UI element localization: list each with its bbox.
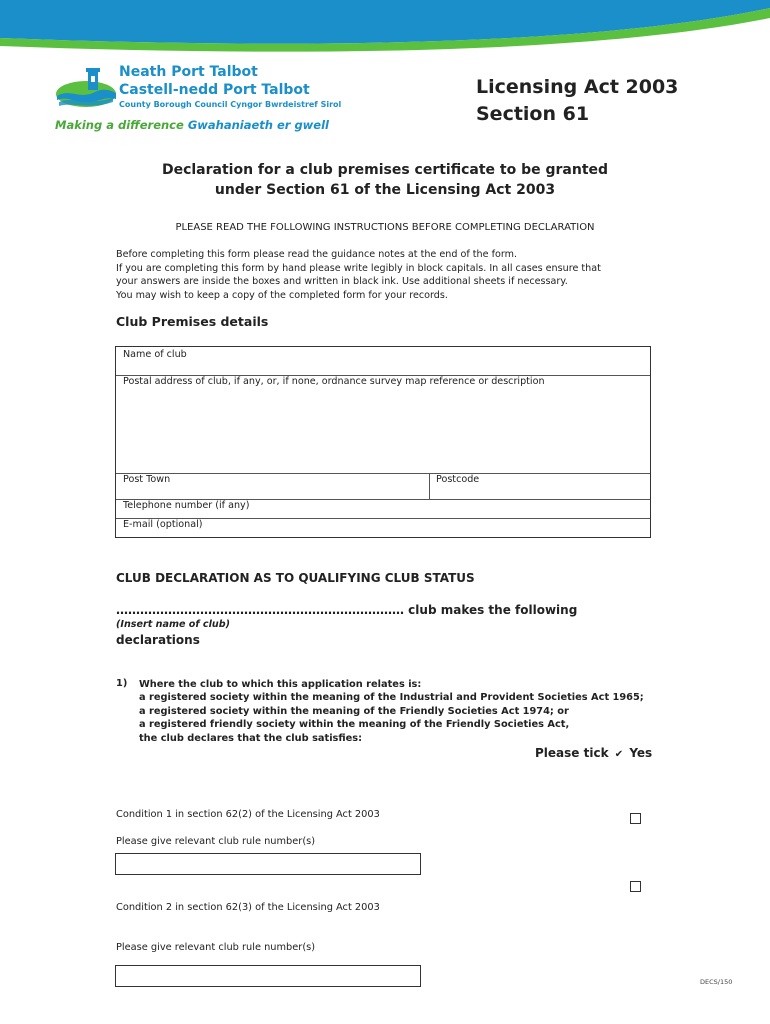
club-premises-heading: Club Premises details [116, 314, 269, 329]
act-title: Licensing Act 2003 [476, 76, 679, 98]
intro-line: your answers are inside the boxes and written in black ink. Use additional sheets if necessary. [116, 276, 568, 287]
club-name-field[interactable] [116, 347, 650, 375]
rule-number-label-2: Please give relevant club rule number(s) [116, 942, 316, 953]
question-1-text [139, 678, 644, 745]
intro-line: You may wish to keep a copy of the completed form for your records. [116, 289, 448, 301]
email-label: E-mail (optional) [123, 519, 203, 530]
logo-tagline [55, 118, 329, 132]
question-line: Where the club to which this application relates is: [139, 679, 422, 690]
postal-address-field[interactable] [116, 375, 650, 473]
declaration-heading: CLUB DECLARATION AS TO QUALIFYING CLUB STATUS [116, 571, 475, 585]
post-town-field[interactable] [116, 473, 429, 499]
email-field[interactable] [116, 518, 650, 536]
club-premises-table [115, 346, 651, 538]
tagline-english: Making a difference [55, 118, 184, 132]
please-tick-label: Please tick [535, 746, 609, 760]
condition-2-label: Condition 2 in section 62(3) of the Licensing Act 2003 [116, 902, 380, 913]
club-name-label: Name of club [123, 349, 187, 360]
intro-line: If you are completing this form by hand please write legibly in block capitals. In all cases ensure that [116, 262, 601, 274]
tick-icon: ✔ [614, 749, 624, 760]
postcode-field[interactable] [430, 473, 650, 499]
castle-logo-icon [55, 66, 117, 110]
rule-number-input-1[interactable] [115, 853, 421, 875]
logo-name-english: Neath Port Talbot [119, 64, 258, 80]
header-swoosh-banner [0, 0, 770, 60]
postcode-label: Postcode [436, 474, 480, 485]
act-heading [476, 74, 678, 128]
please-tick-header [535, 746, 652, 760]
condition-1-label: Condition 1 in section 62(2) of the Licensing Act 2003 [116, 809, 380, 820]
question-line: a registered society within the meaning of the Industrial and Provident Societies Act 1965; [139, 692, 644, 704]
question-line: a registered society within the meaning of the Friendly Societies Act 1974; or [139, 705, 569, 717]
post-town-label: Post Town [123, 474, 171, 485]
telephone-field[interactable] [116, 499, 650, 518]
yes-label: Yes [629, 746, 653, 760]
declarations-label: declarations [116, 633, 200, 647]
logo-council-subtitle: County Borough Council Cyngor Bwrdeistref Sirol [119, 100, 342, 109]
form-title-line-2: under Section 61 of the Licensing Act 2003 [214, 182, 556, 198]
question-line: a registered friendly society within the meaning of the Friendly Societies Act, [139, 719, 570, 731]
council-logo [55, 64, 342, 139]
postal-address-label: Postal address of club, if any, or, if none, ordnance survey map reference or description [123, 376, 545, 387]
section-title: Section 61 [476, 103, 590, 125]
rule-number-label-1: Please give relevant club rule number(s) [116, 836, 316, 847]
condition-1-checkbox[interactable] [630, 813, 641, 824]
form-reference-code: DECS/150 [700, 978, 733, 986]
form-title-line-1: Declaration for a club premises certificate to be granted [161, 162, 609, 178]
form-title [0, 160, 770, 200]
intro-line: Before completing this form please read the guidance notes at the end of the form. [116, 249, 518, 260]
logo-name-welsh: Castell-nedd Port Talbot [119, 82, 310, 98]
club-name-blank-line[interactable]: ……………………………………………………………… club makes the following [116, 603, 578, 617]
condition-2-checkbox[interactable] [630, 881, 641, 892]
instructions-heading: PLEASE READ THE FOLLOWING INSTRUCTIONS BEFORE COMPLETING DECLARATION [175, 222, 595, 233]
telephone-label: Telephone number (if any) [123, 500, 250, 511]
tagline-welsh: Gwahaniaeth er gwell [187, 118, 329, 132]
intro-paragraph [116, 248, 656, 302]
question-number: 1) [116, 678, 128, 689]
rule-number-input-2[interactable] [115, 965, 421, 987]
insert-club-name-hint: (Insert name of club) [116, 619, 230, 630]
question-line: the club declares that the club satisfies: [139, 732, 363, 744]
